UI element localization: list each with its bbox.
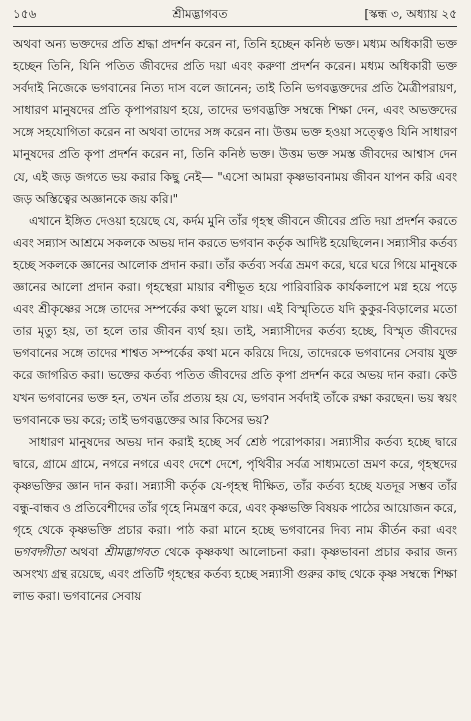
paragraph-3 xyxy=(13,431,457,608)
paragraph-3-or: অথবা xyxy=(70,545,99,560)
paragraph-1: অথবা অন্য ভক্তদের প্রতি শ্রদ্ধা প্রদর্শন করেন না, তিনি হচ্ছেন কনিষ্ঠ ভক্ত। মধ্যম অধিকারী ভক্ত হচ্ছেন তিনি, যিনি পতিত জীবদের প্রতি দয়া এবং করুণা প্রদর্শন করেন। মধ্যম অধিকারী ভক্ত সর্বদাই নিজেকে ভগবানের নিত্য দাস বলে জানেন; তাই তিনি ভগবদ্ভক্তদের প্রতি মৈত্রীপরায়ণ, সাধারণ মানুষদের প্রতি কৃপাপরায়ণ হয়ে, তাদের ভগবদ্ভক্তি সম্বন্ধে শিক্ষা দেন, এবং অভক্তদের সঙ্গে সহযোগিতা করেন না অথবা তাদের সঙ্গ করেন না। উত্তম ভক্ত হওয়া সত্ত্বেও যিনি সাধারণ মানুষদের প্রতি কৃপা প্রদর্শন করেন না, তিনি কনিষ্ঠ ভক্ত। উত্তম ভক্ত সমস্ত জীবদের আশ্বাস দেন যে, এই জড় জগতে ভয় করার কিছু নেই— "এসো আমরা কৃষ্ণভাবনাময় জীবন যাপন করি এবং জড় অস্তিত্বের অজ্ঞানকে জয় করি।" xyxy=(13,37,457,206)
header-rule xyxy=(13,26,457,27)
page-number: ১৫৬ xyxy=(13,7,37,21)
running-header xyxy=(13,6,457,24)
book-name-bhagavatam: শ্রীমদ্ভাগবত xyxy=(103,545,159,560)
paragraph-3-part-1: সাধারণ মানুষদের অভয় দান করাই হচ্ছে সর্ব শ্রেষ্ঠ পরোপকার। সন্ন্যাসীর কর্তব্য হচ্ছে দ্বারে দ্বারে, গ্রামে গ্রামে, নগরে নগরে এবং দেশে দেশে, পৃথিবীর সর্বত্র সাধ্যমতো ভ্রমণ করে, গৃহস্থদের কৃষ্ণভক্তির জ্ঞান দান করা। সন্ন্যাসী কর্তৃক যে-গৃহস্থ দীক্ষিত, তাঁর কর্তব্য হচ্ছে যতদূর সম্ভব তাঁর বন্ধু-বান্ধব ও প্রতিবেশীদের তাঁর গৃহে নিমন্ত্রণ করে, এবং কৃষ্ণভক্তি বিষয়ক পাঠের আয়োজন করে, গৃহে থেকে কৃষ্ণভক্তি প্রচার করা। পাঠ করা মানে হচ্ছে ভগবানের দিব্য নাম কীর্তন করা এবং xyxy=(13,434,457,538)
paragraph-2: এখানে ইঙ্গিত দেওয়া হয়েছে যে, কর্দম মুনি তাঁর গৃহস্থ জীবনে জীবের প্রতি দয়া প্রদর্শন করতে এবং সন্ন্যাস আশ্রমে সকলকে অভয় দান করতে ভগবান কর্তৃক আদিষ্ট হয়েছিলেন। সন্ন্যাসীর কর্তব্য হচ্ছে সকলকে জ্ঞানের আলোক প্রদান করা। তাঁর কর্তব্য সর্বত্র ভ্রমণ করে, ঘরে ঘরে গিয়ে মানুষকে জ্ঞানের আলো প্রদান করা। গৃহস্থেরা মায়ার বশীভূত হয়ে পারিবারিক কার্যকলাপে মগ্ন হয়ে পড়ে এবং শ্রীকৃষ্ণের সঙ্গে তাদের সম্পর্কের কথা ভুলে যায়। এই বিস্মৃতিতে যদি কুকুর-বিড়ালের মতো তার মৃত্যু হয়, তা হলে তার জীবন ব্যর্থ হয়। তাই, সন্ন্যাসীদের কর্তব্য হচ্ছে, বিস্মৃত জীবদের ভগবানের সঙ্গে তাদের শাশ্বত সম্পর্কের কথা মনে করিয়ে দিয়ে, তাদেরকে ভগবানের সেবায় যুক্ত করে জাগরিত করা। ভক্তের কর্তব্য পতিত জীবদের প্রতি কৃপা প্রদর্শন করে অভয় দান করা। কেউ যখন ভগবানের ভক্ত হন, তখন তাঁর প্রত্যয় হয় যে, ভগবান সর্বদাই তাঁকে রক্ষা করছেন। ভয় স্বয়ং ভগবানকে ভয় করে; তাই ভগবদ্ভক্তের আর কিসের ভয়? xyxy=(13,213,457,427)
paragraph-3-part-2: থেকে কৃষ্ণকথা আলোচনা করা। কৃষ্ণভাবনা প্রচার করার জন্য অসংখ্য গ্রন্থ রয়েছে, এবং প্রতিটি গৃহস্থের কর্তব্য হচ্ছে সন্ন্যাসী গুরুর কাছ থেকে কৃষ্ণ সম্বন্ধে শিক্ষা লাভ করা। ভগবানের সেবায় xyxy=(13,545,457,604)
chapter-reference: [স্কন্ধ ৩, অধ্যায় ২৫ xyxy=(364,7,457,21)
book-title: শ্রীমদ্ভাগবত xyxy=(172,7,228,21)
page-body xyxy=(13,33,457,607)
book-name-gita: ভগবদ্গীতা xyxy=(13,545,65,560)
